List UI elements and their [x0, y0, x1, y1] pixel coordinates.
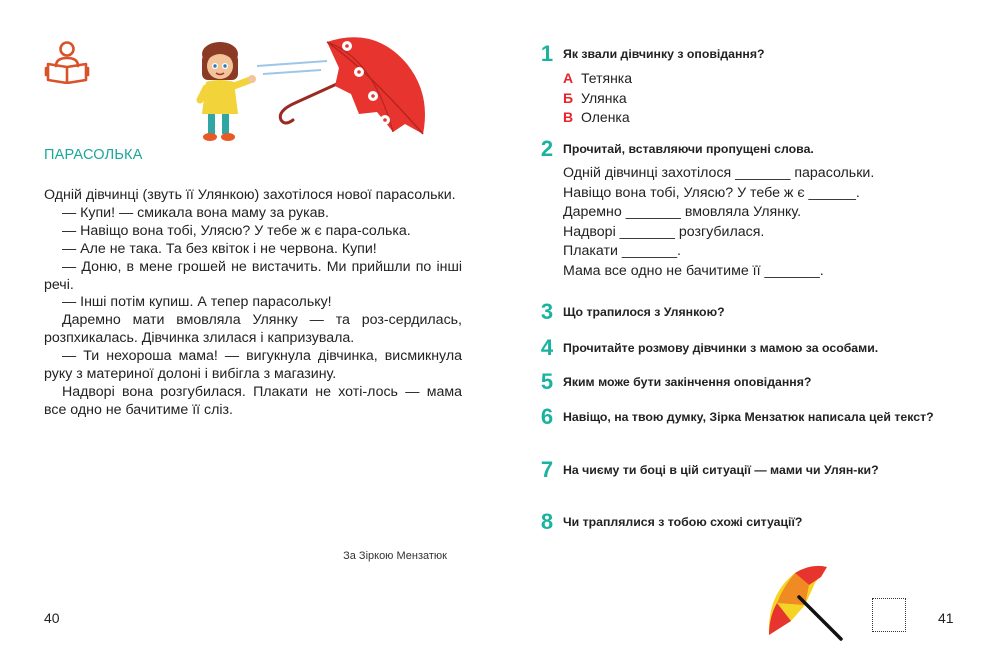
- fill-line: Надворі _______ розгубилася.: [563, 223, 765, 240]
- page-number-left: 40: [44, 610, 60, 626]
- question-4: [538, 335, 960, 360]
- question-2: [538, 136, 960, 281]
- option-text: Тетянка: [581, 70, 633, 86]
- fill-line: Навіщо вона тобі, Уляcю? У тебе ж є ______.: [563, 184, 860, 201]
- fill-line: Мама все одно не бачитиме її _______.: [563, 262, 824, 279]
- right-page: [500, 0, 1000, 650]
- fill-line: Плакати _______.: [563, 243, 682, 259]
- question-number: 5: [540, 369, 554, 394]
- story-paragraph: Даремно мати вмовляла Улянку — та роз-сердилась, розпхикалась. Дівчинка злилася і капризувала.: [44, 312, 462, 347]
- question-8: [538, 509, 960, 534]
- yellow-umbrella-icon: [765, 565, 845, 643]
- story-paragraph: — Навіщо вона тобі, Уляcю? У тебе ж є пара-сoлька.: [62, 222, 411, 239]
- question-7: [538, 457, 960, 482]
- story-paragraph: — Інші потім купиш. А тепер парасольку!: [62, 294, 332, 311]
- story-paragraph: — Але не така. Та без квіток і не червона. Купи!: [62, 240, 377, 257]
- answer-option[interactable]: [563, 69, 960, 89]
- question-text: Навіщо, на твою думку, Зірка Мензатюк написала цей текст?: [563, 410, 934, 424]
- story-paragraph: — Ти нехороша мама! — вигукнула дівчинка, висмикнула руку з материної долоні і вибігла з магазину.: [44, 348, 462, 383]
- answer-option[interactable]: [563, 89, 960, 109]
- fill-in-text: [563, 164, 960, 281]
- question-text: Як звали дівчинку з оповідання?: [563, 47, 765, 61]
- option-letter: Б: [563, 89, 574, 106]
- question-number: 2: [540, 136, 554, 161]
- story-paragraph: — Купи! — смикала вона маму за рукав.: [62, 204, 329, 221]
- question-number: 6: [540, 404, 554, 429]
- story-title: ПАРАСОЛЬКА: [44, 147, 143, 163]
- question-text: Чи траплялися з тобою схожі ситуації?: [563, 515, 803, 529]
- question-6: [538, 404, 960, 429]
- question-number: 4: [540, 335, 554, 360]
- question-5: [538, 369, 960, 394]
- option-text: Улянка: [581, 89, 627, 106]
- answer-options: [563, 69, 960, 128]
- story-text: [44, 187, 462, 420]
- question-text: Прочитай, вставляючи пропущені слова.: [563, 142, 814, 156]
- question-1: [538, 41, 960, 128]
- answer-option[interactable]: [563, 108, 960, 128]
- option-letter: А: [563, 70, 574, 86]
- author-credit: За Зіркою Мензатюк: [343, 550, 447, 562]
- question-number: 8: [540, 509, 554, 534]
- question-text: Прочитайте розмову дівчинки з мамою за особами.: [563, 341, 879, 355]
- story-paragraph: Надворі вона розгубилася. Плакати не хоті-лось — мама все одно не бачитиме її сліз.: [44, 383, 462, 418]
- page-number-right: 41: [938, 610, 954, 626]
- checkbox-square[interactable]: [872, 598, 906, 632]
- question-3: [538, 299, 960, 324]
- red-umbrella-illustration: [255, 28, 435, 140]
- story-paragraph: Одній дівчинці (звуть її Улянкою) захотілося нової парасольки.: [44, 187, 456, 203]
- option-text: Оленка: [581, 109, 630, 125]
- question-number: 3: [540, 299, 554, 324]
- fill-line: Одній дівчинці захотілося _______ парасольки.: [563, 165, 875, 181]
- question-text: Яким може бути закінчення оповідання?: [563, 375, 812, 389]
- reader-icon: [44, 40, 90, 84]
- option-letter: В: [563, 109, 574, 125]
- fill-line: Даремно _______ вмовляла Улянку.: [563, 204, 802, 220]
- question-text: На чиєму ти боці в цій ситуації — мами чи Улян-ки?: [563, 463, 879, 477]
- question-number: 7: [540, 457, 554, 482]
- question-text: Що трапилося з Улянкою?: [563, 305, 725, 319]
- question-number: 1: [540, 41, 554, 66]
- story-paragraph: — Доню, в мене грошей не вистачить. Ми прийшли по інші речі.: [44, 258, 462, 293]
